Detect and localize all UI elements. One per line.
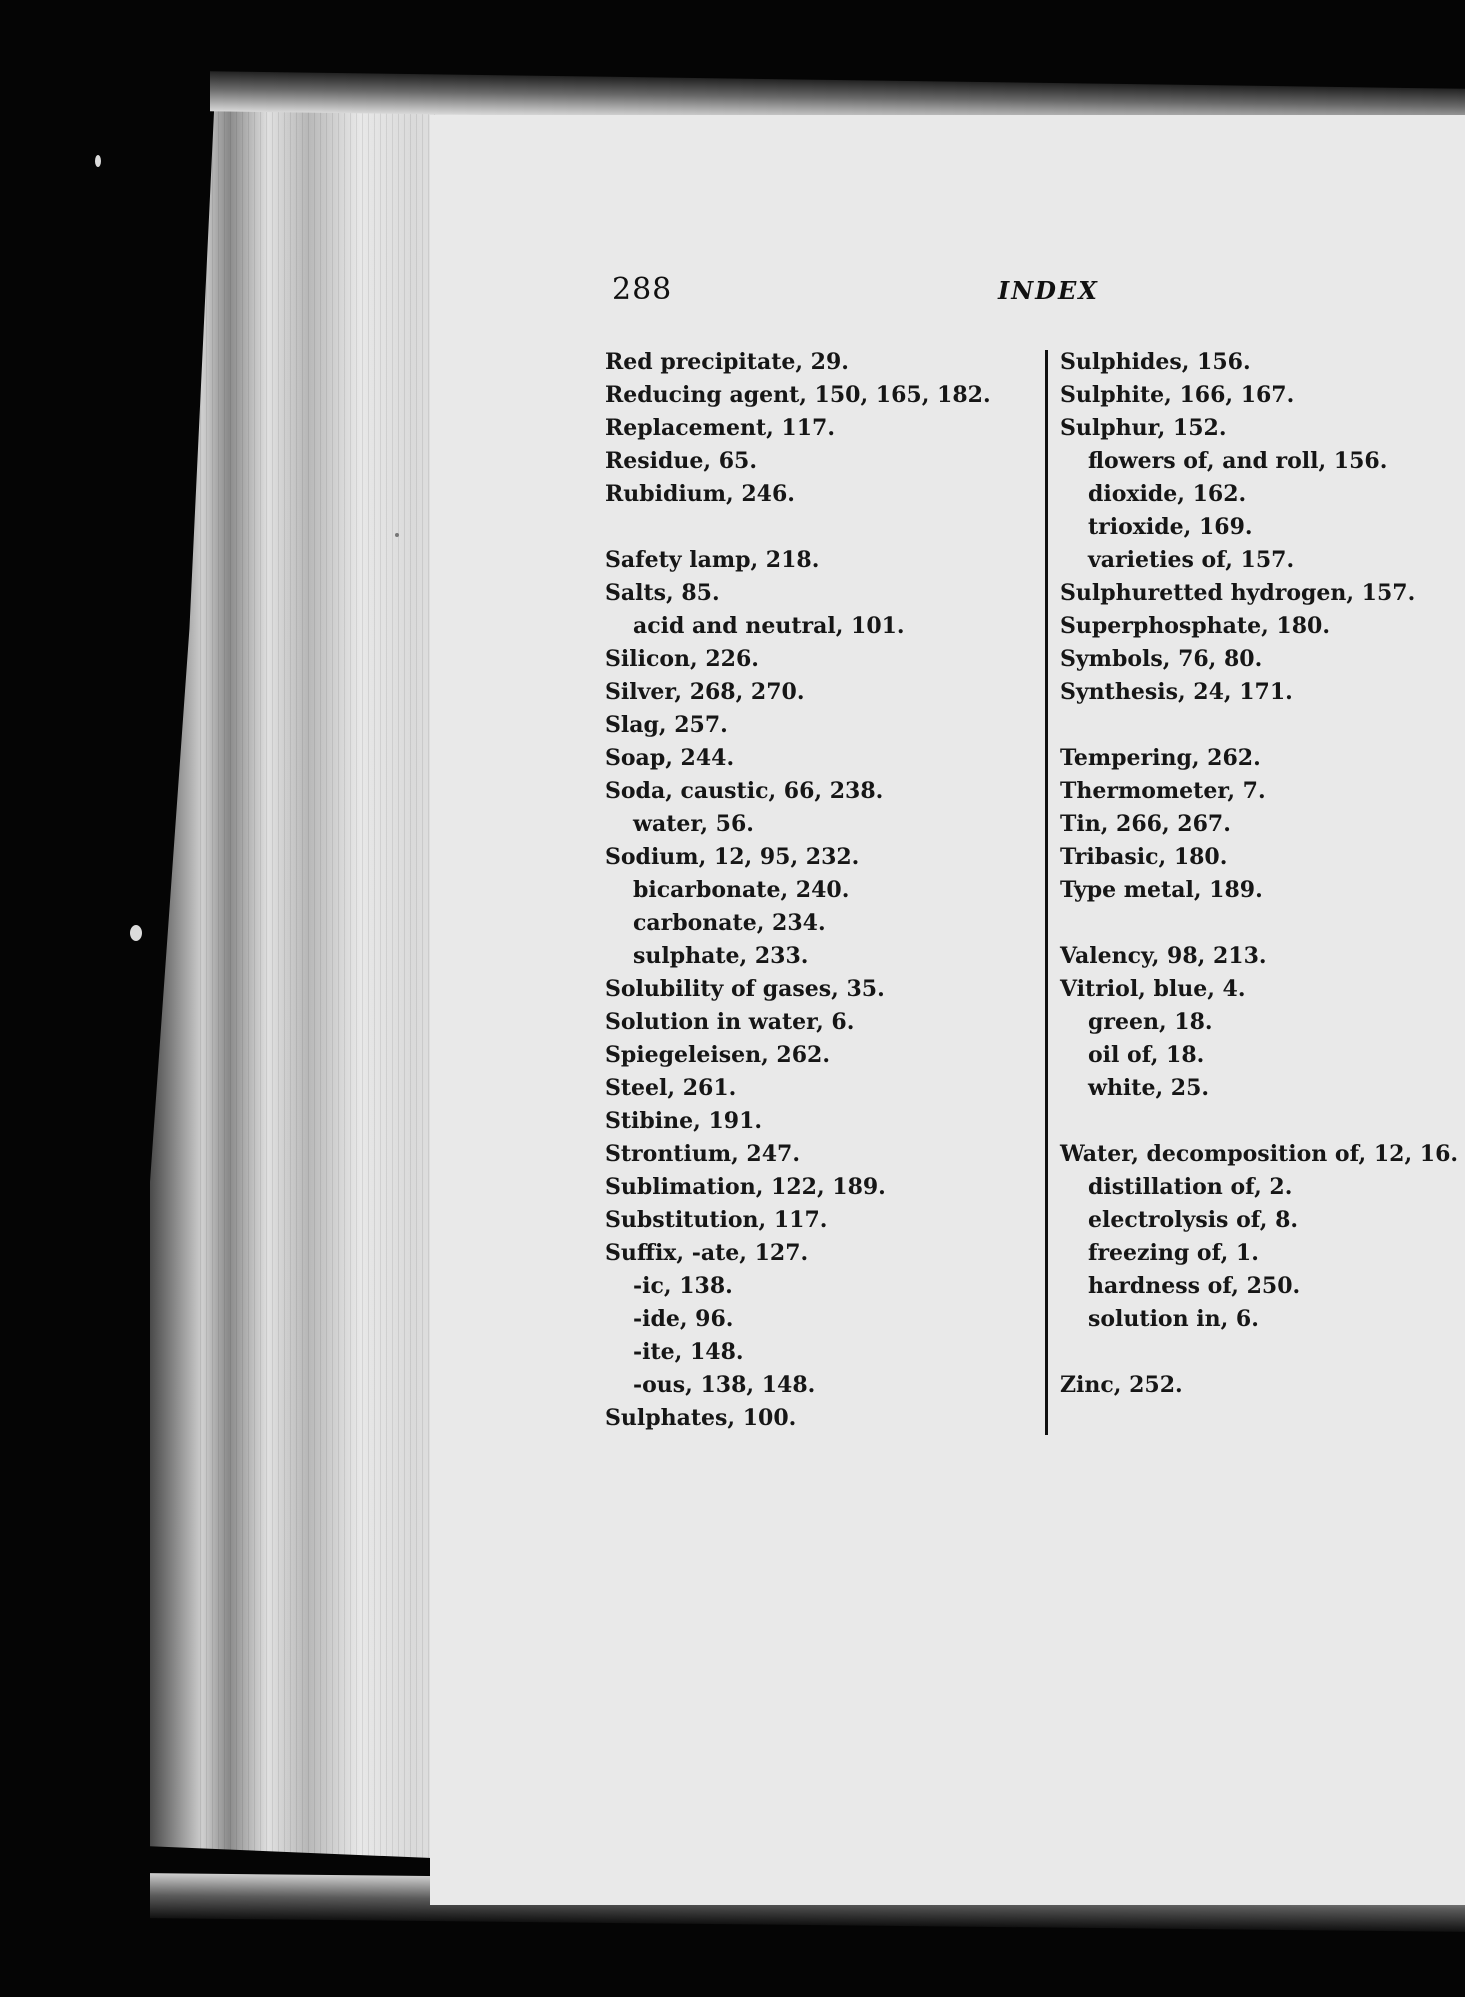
index-entry: Stibine, 191. (605, 1108, 763, 1134)
index-subentry: green, 18. (1088, 1009, 1213, 1035)
index-entry: Suffix, -ate, 127. (605, 1240, 809, 1266)
index-subentry: white, 25. (1088, 1075, 1210, 1101)
index-entry: Sublimation, 122, 189. (605, 1174, 886, 1200)
index-subentry: varieties of, 157. (1088, 547, 1295, 573)
index-entry: Thermometer, 7. (1060, 778, 1266, 804)
index-entry: Solution in water, 6. (605, 1009, 855, 1035)
index-entry: Strontium, 247. (605, 1141, 801, 1167)
index-gap (1060, 709, 1465, 742)
index-entry: Soda, caustic, 66, 238. (605, 778, 884, 804)
index-entry: Silicon, 226. (605, 646, 759, 672)
running-title: INDEX (998, 276, 1099, 305)
index-subentry: sulphate, 233. (633, 943, 809, 969)
index-column-right (1060, 346, 1465, 1402)
index-entry: Water, decomposition of, 12, 16. (1060, 1141, 1459, 1167)
index-entry: Valency, 98, 213. (1060, 943, 1267, 969)
index-entry: Tribasic, 180. (1060, 844, 1228, 870)
page-number: 288 (612, 272, 673, 307)
index-subentry: trioxide, 169. (1088, 514, 1253, 540)
index-gap (1060, 1105, 1465, 1138)
index-entry: Sulphides, 156. (1060, 349, 1251, 375)
index-subentry: bicarbonate, 240. (633, 877, 850, 903)
page-stack-lines (200, 110, 440, 1900)
index-entry: Safety lamp, 218. (605, 547, 820, 573)
scan-speck (95, 155, 101, 167)
index-entry: Sulphates, 100. (605, 1405, 797, 1431)
index-subentry: acid and neutral, 101. (633, 613, 905, 639)
index-entry: Spiegeleisen, 262. (605, 1042, 830, 1068)
index-gap (1060, 1336, 1465, 1369)
index-gap (605, 511, 1025, 544)
index-subentry: solution in, 6. (1088, 1306, 1259, 1332)
scan-speck (130, 925, 142, 941)
index-entry: Synthesis, 24, 171. (1060, 679, 1293, 705)
index-entry: Sulphuretted hydrogen, 157. (1060, 580, 1416, 606)
index-subentry: water, 56. (633, 811, 754, 837)
index-subentry: hardness of, 250. (1088, 1273, 1301, 1299)
index-entry: Zinc, 252. (1060, 1372, 1183, 1398)
index-subentry: distillation of, 2. (1088, 1174, 1293, 1200)
index-subentry: -ite, 148. (633, 1339, 744, 1365)
index-subentry: flowers of, and roll, 156. (1088, 448, 1388, 474)
index-entry: Superphosphate, 180. (1060, 613, 1330, 639)
index-subentry: -ide, 96. (633, 1306, 734, 1332)
index-entry: Type metal, 189. (1060, 877, 1263, 903)
index-entry: Steel, 261. (605, 1075, 737, 1101)
index-entry: Rubidium, 246. (605, 481, 795, 507)
index-entry: Soap, 244. (605, 745, 735, 771)
index-entry: Sodium, 12, 95, 232. (605, 844, 860, 870)
index-entry: Sulphite, 166, 167. (1060, 382, 1295, 408)
index-entry: Symbols, 76, 80. (1060, 646, 1263, 672)
index-entry: Reducing agent, 150, 165, 182. (605, 382, 991, 408)
index-entry: Sulphur, 152. (1060, 415, 1227, 441)
index-entry: Tempering, 262. (1060, 745, 1261, 771)
index-entry: Substitution, 117. (605, 1207, 828, 1233)
index-column-left (605, 346, 1025, 1435)
index-entry: Solubility of gases, 35. (605, 976, 885, 1002)
index-gap (1060, 907, 1465, 940)
index-entry: Red precipitate, 29. (605, 349, 849, 375)
index-entry: Silver, 268, 270. (605, 679, 805, 705)
index-subentry: oil of, 18. (1088, 1042, 1205, 1068)
column-divider (1045, 350, 1048, 1435)
index-subentry: freezing of, 1. (1088, 1240, 1259, 1266)
index-subentry: -ous, 138, 148. (633, 1372, 816, 1398)
index-entry: Residue, 65. (605, 448, 757, 474)
index-entry: Tin, 266, 267. (1060, 811, 1231, 837)
index-subentry: carbonate, 234. (633, 910, 826, 936)
index-entry: Replacement, 117. (605, 415, 836, 441)
index-entry: Slag, 257. (605, 712, 728, 738)
index-subentry: -ic, 138. (633, 1273, 733, 1299)
index-entry: Vitriol, blue, 4. (1060, 976, 1246, 1002)
index-subentry: electrolysis of, 8. (1088, 1207, 1299, 1233)
index-subentry: dioxide, 162. (1088, 481, 1247, 507)
scan-speck (395, 533, 399, 537)
index-entry: Salts, 85. (605, 580, 720, 606)
